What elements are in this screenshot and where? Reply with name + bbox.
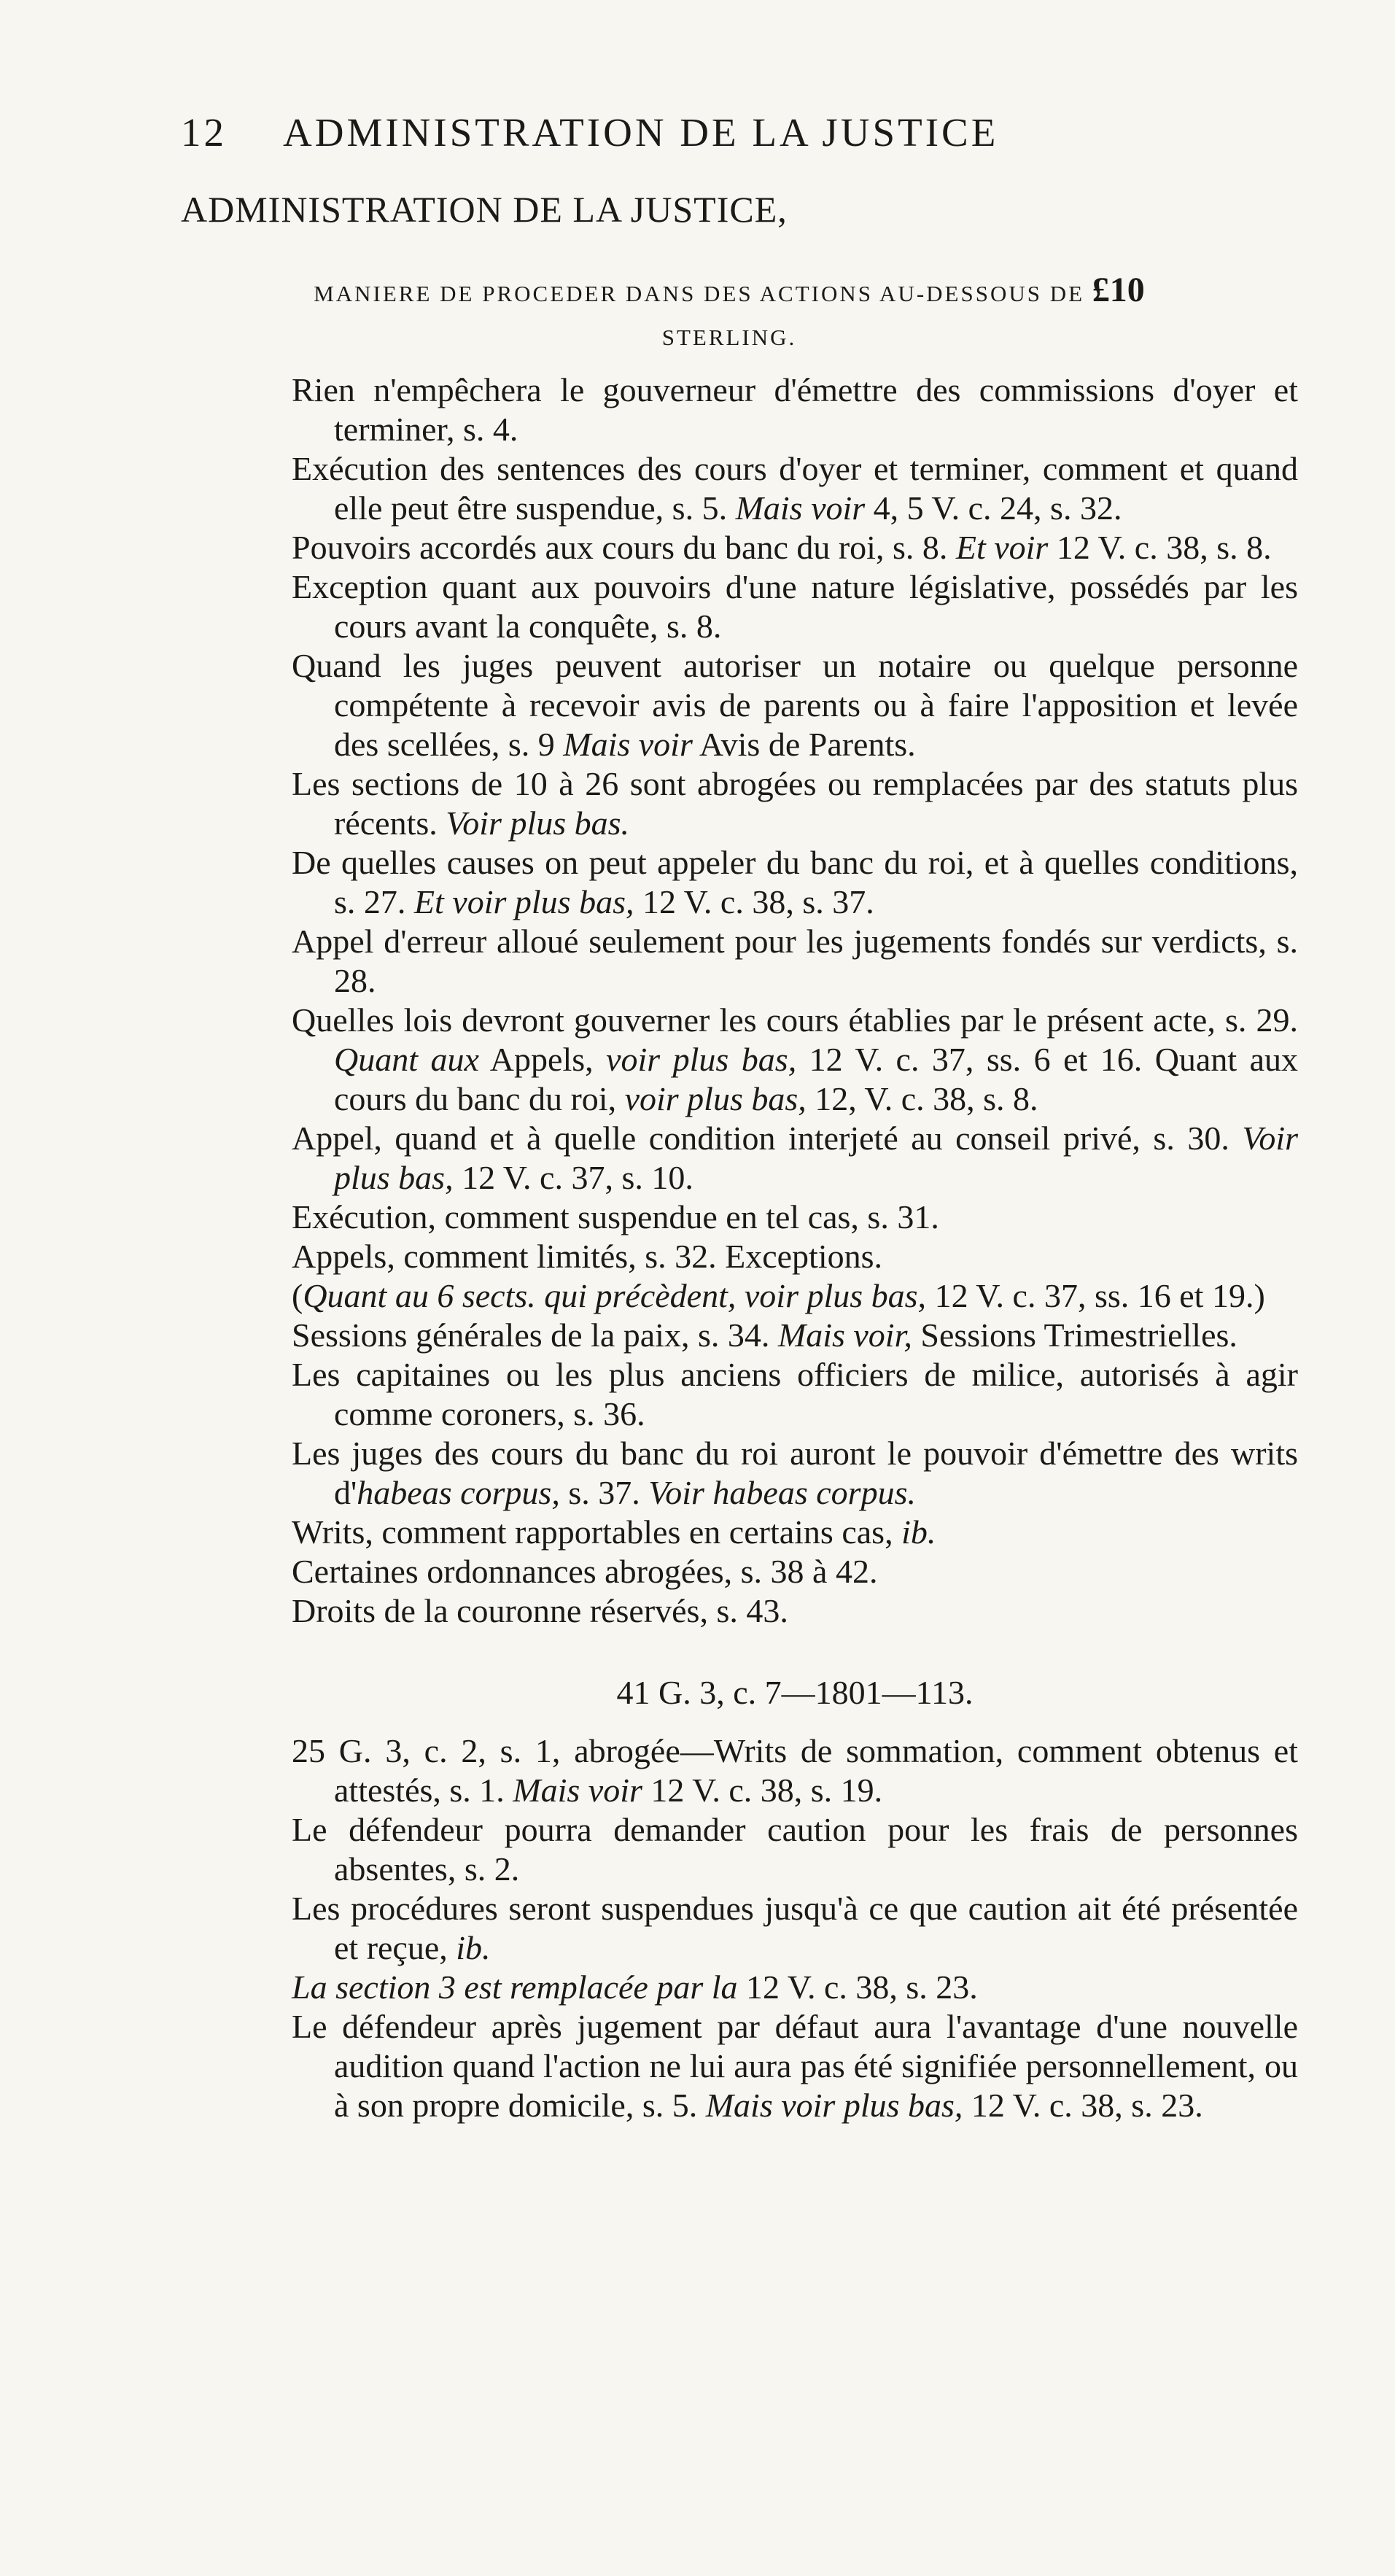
entry-text: 25 G. 3, c. 2, s. 1, abrogée—Writs de sommation, comment obtenus et attestés, s. 1. — [292, 1732, 1298, 1809]
section-subtitle — [146, 268, 1313, 360]
entry-italic-text: Et voir — [955, 529, 1049, 566]
entry-text: ( — [292, 1277, 303, 1314]
index-entry — [292, 2007, 1298, 2125]
subtitle-text: MANIERE DE PROCEDER DANS DES ACTIONS AU-DESSOUS DE — [314, 281, 1085, 306]
entry-italic-text: voir plus bas, — [606, 1041, 797, 1078]
entry-italic-text: ib. — [456, 1929, 491, 1966]
entry-text: Appels, — [478, 1041, 607, 1078]
entry-text: Rien n'empêchera le gouverneur d'émettre des commissions d'oyer et terminer, s. 4. — [292, 371, 1298, 448]
index-entry — [292, 1889, 1298, 1968]
index-entry — [292, 1513, 1298, 1552]
entry-text: Writs, comment rapportables en certains cas, — [292, 1513, 902, 1551]
index-entry — [292, 764, 1298, 843]
entry-italic-text: Et voir plus bas, — [413, 883, 634, 920]
entry-text: 12 V. c. 37, ss. 16 et 19.) — [926, 1277, 1265, 1314]
entry-text: Les sections de 10 à 26 sont abrogées ou remplacées par des statuts plus récents. — [292, 765, 1298, 842]
entry-text: Certaines ordonnances abrogées, s. 38 à 42. — [292, 1553, 878, 1590]
entries-list — [292, 371, 1298, 2125]
page-number: 12 — [181, 110, 227, 155]
entry-text: 12 V. c. 38, s. 23. — [963, 2087, 1203, 2124]
index-entry — [292, 528, 1298, 567]
index-entry — [292, 646, 1298, 764]
entry-text: 12 V. c. 38, s. 37. — [634, 883, 874, 920]
entry-italic-text: Quant aux — [334, 1041, 479, 1078]
entry-italic-text: La section 3 est remplacée par la — [292, 1968, 738, 2006]
entry-italic-text: Mais voir — [513, 1772, 642, 1809]
index-entry — [292, 449, 1298, 528]
index-entry — [292, 1276, 1298, 1316]
entry-text: Sessions Trimestrielles. — [912, 1316, 1237, 1354]
entry-text: Appels, comment limités, s. 32. Exceptions. — [292, 1238, 883, 1275]
index-entry — [292, 1434, 1298, 1513]
entries-group-a — [292, 371, 1298, 1631]
entry-text: Droits de la couronne réservés, s. 43. — [292, 1592, 788, 1629]
entry-italic-text: Mais voir, — [777, 1316, 912, 1354]
entry-text: Les procédures seront suspendues jusqu'à ce que caution ait été présentée et reçue, — [292, 1890, 1298, 1966]
index-entry — [292, 1198, 1298, 1237]
entry-text: De quelles causes on peut appeler du banc du roi, et à quelles conditions, s. 27. — [292, 844, 1298, 920]
entry-text: 12 V. c. 38, s. 8. — [1048, 529, 1272, 566]
entry-italic-text: Voir plus bas. — [446, 804, 630, 842]
entry-text: 12 V. c. 37, s. 10. — [453, 1159, 693, 1196]
entries-group-b — [292, 1731, 1298, 2125]
entry-text: 12 V. c. 38, s. 19. — [642, 1772, 883, 1809]
entry-text: 4, 5 V. c. 24, s. 32. — [865, 489, 1122, 527]
index-entry — [292, 1355, 1298, 1434]
entry-text: Appel d'erreur alloué seulement pour les jugements fondés sur verdicts, s. 28. — [292, 923, 1298, 999]
entry-text: 12, V. c. 38, s. 8. — [806, 1080, 1038, 1117]
entry-text: Les juges des cours du banc du roi auront le pouvoir d'émettre des writs d' — [292, 1435, 1298, 1511]
index-entry — [292, 1119, 1298, 1198]
running-title: ADMINISTRATION DE LA JUSTICE — [283, 110, 999, 155]
entry-text: s. 37. — [559, 1474, 649, 1511]
subtitle-amount: £10 — [1092, 271, 1145, 309]
entry-italic-text: Mais voir — [735, 489, 866, 527]
index-entry — [292, 1552, 1298, 1591]
entry-text: Exécution, comment suspendue en tel cas, s. 31. — [292, 1198, 939, 1235]
entry-text: Exécution des sentences des cours d'oyer et terminer, comment et quand elle peut être suspendue, s. 5. — [292, 450, 1298, 527]
entry-text: Exception quant aux pouvoirs d'une nature législative, possédés par les cours avant la conquête, s. 8. — [292, 568, 1298, 645]
running-head — [181, 109, 1216, 155]
index-entry — [292, 1001, 1298, 1119]
entry-text: Quand les juges peuvent autoriser un notaire ou quelque personne compétente à recevoir avis de parents ou à faire l'apposition et levée des scellées, s. 9 — [292, 647, 1298, 763]
index-entry — [292, 1968, 1298, 2007]
index-entry — [292, 1731, 1298, 1810]
entry-text: Avis de Parents. — [692, 726, 916, 763]
statute-heading: 41 G. 3, c. 7—1801—113. — [616, 1674, 974, 1711]
entry-text: 12 V. c. 38, s. 23. — [737, 1968, 978, 2006]
entry-italic-text: Mais voir — [563, 726, 693, 763]
entry-text: Quelles lois devront gouverner les cours établies par le présent acte, s. 29. — [292, 1001, 1298, 1039]
index-entry — [292, 922, 1298, 1001]
index-entry — [292, 1237, 1298, 1276]
entry-italic-text: voir plus bas, — [624, 1080, 807, 1117]
index-entry — [292, 567, 1298, 646]
entry-text: 12 V. c. 37, ss. 6 et 16. Quant aux cours du banc du roi, — [334, 1041, 1299, 1117]
subtitle-sterling: STERLING. — [661, 325, 797, 350]
entry-italic-text: habeas corpus, — [357, 1474, 560, 1511]
index-entry — [292, 1316, 1298, 1355]
entry-text: Pouvoirs accordés aux cours du banc du roi, s. 8. — [292, 529, 956, 566]
entry-text: Sessions générales de la paix, s. 34. — [292, 1316, 778, 1354]
entry-text: Le défendeur pourra demander caution pour les frais de personnes absentes, s. 2. — [292, 1811, 1298, 1888]
entry-italic-text: Voir habeas corpus. — [648, 1474, 916, 1511]
index-entry — [292, 1591, 1298, 1631]
entry-italic-text: Voir plus bas, — [334, 1120, 1298, 1196]
entry-text: Les capitaines ou les plus anciens officiers de milice, autorisés à agir comme coroners, s. 36. — [292, 1356, 1298, 1432]
entry-italic-text: Mais voir plus bas, — [705, 2087, 963, 2124]
entry-italic-text: ib. — [901, 1513, 936, 1551]
section-title: ADMINISTRATION DE LA JUSTICE, — [181, 189, 788, 230]
entry-italic-text: Quant au 6 sects. qui précèdent, voir plus bas, — [303, 1277, 927, 1314]
index-entry — [292, 371, 1298, 449]
entry-text: Le défendeur après jugement par défaut aura l'avantage d'une nouvelle audition quand l'action ne lui aura pas été signifiée personnellement, ou à son propre domicile, s. 5. — [292, 2008, 1298, 2124]
index-entry — [292, 843, 1298, 922]
index-entry — [292, 1810, 1298, 1889]
entry-text: Appel, quand et à quelle condition interjeté au conseil privé, s. 30. — [292, 1120, 1243, 1157]
